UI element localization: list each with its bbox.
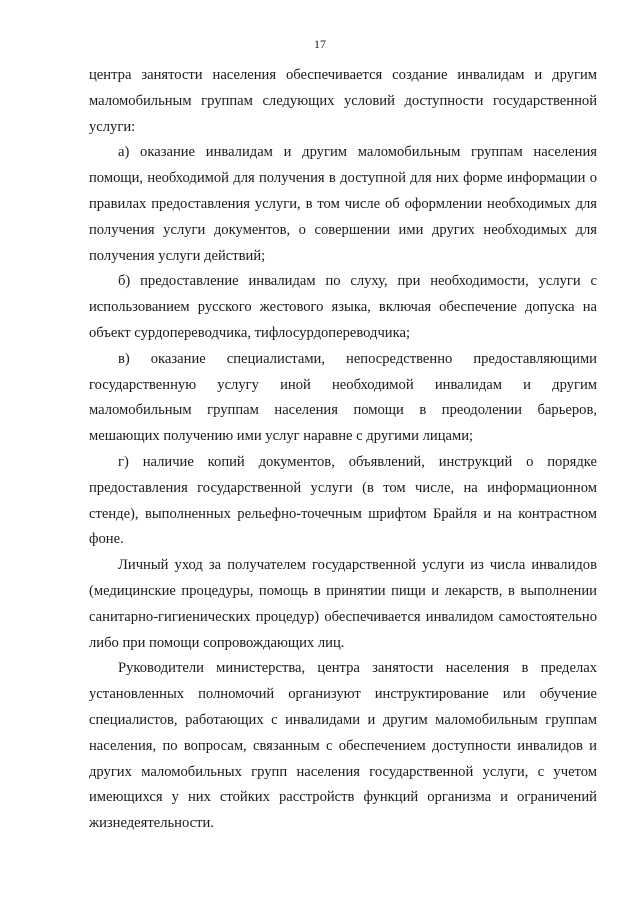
document-body [89, 63, 597, 837]
paragraph-item-a: а) оказание инвалидам и другим маломобильным группам населения помощи, необходимой для получения в доступной для них форме информации о правилах предоставления услуги, в том числе об оформлении необходимых для получения услуги документов, о совершении ими других необходимых для получения услуги действий; [89, 144, 597, 264]
paragraph-intro-continuation: центра занятости населения обеспечивается создание инвалидам и другим маломобильным группам следующих условий доступности государственной услуги: [89, 67, 597, 135]
paragraph-item-g: г) наличие копий документов, объявлений, инструкций о порядке предоставления государственной услуги (в том числе, на информационном стенде), выполненных рельефно-точечным шрифтом Брайля и на контрастном фоне. [89, 453, 597, 548]
page-number: 17 [314, 37, 326, 51]
paragraph-personal-care: Личный уход за получателем государственной услуги из числа инвалидов (медицинские процедуры, помощь в принятии пищи и лекарств, в выполнении санитарно-гигиенических процедур) обеспечивается инвалидом самостоятельно либо при помощи сопровождающих лиц. [89, 557, 597, 651]
paragraph-staff-training: Руководители министерства, центра занятости населения в пределах установленных полномочий организуют инструктирование или обучение специалистов, работающих с инвалидами и другим маломобильным группам населения, по вопросам, связанным с обеспечением доступности инвалидов и других маломобильных групп населения государственной услуги, с учетом имеющихся у них стойких расстройств функций организма и ограничений жизнедеятельности. [89, 660, 597, 832]
paragraph-item-v: в) оказание специалистами, непосредственно предоставляющими государственную услугу иной необходимой инвалидам и другим маломобильным группам населения помощи в преодолении барьеров, мешающих получению ими услуг наравне с другими лицами; [89, 350, 597, 445]
paragraph-item-b: б) предоставление инвалидам по слуху, при необходимости, услуги с использованием русского жестового языка, включая обеспечение допуска на объект сурдопереводчика, тифлосурдопереводчика; [89, 273, 597, 341]
